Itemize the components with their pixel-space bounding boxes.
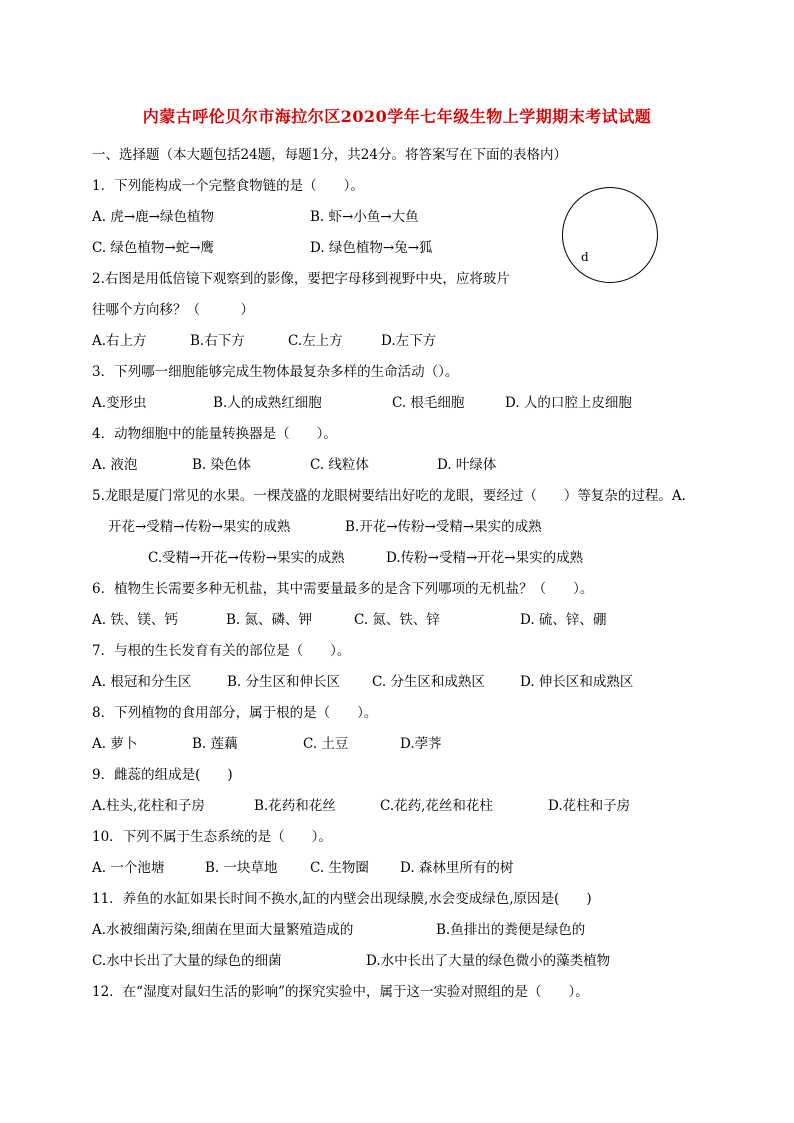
- question-7-option-a: A. 根冠和分生区: [92, 674, 192, 690]
- question-7-option-c: C. 分生区和成熟区: [372, 674, 485, 690]
- question-4-option-a: A. 液泡: [92, 457, 138, 473]
- question-1-option-a: A. 虎→鹿→绿色植物: [92, 209, 214, 225]
- question-2-option-a: A.右上方: [92, 333, 147, 349]
- question-5-stem: 5.龙眼是厦门常见的水果。一棵茂盛的龙眼树要结出好吃的龙眼，要经过（ ）等复杂的过程。A.: [92, 488, 686, 504]
- question-4-stem: 4．动物细胞中的能量转换器是（ ）。: [92, 426, 337, 442]
- question-1-stem: 1．下列能构成一个完整食物链的是（ ）。: [92, 178, 364, 194]
- section-header: 一、选择题（本大题包括24题，每题1分，共24分。将答案写在下面的表格内）: [92, 147, 567, 163]
- question-6-option-b: B. 氮、磷、钾: [226, 612, 313, 628]
- question-10-stem: 10．下列不属于生态系统的是（ ）。: [92, 829, 332, 845]
- question-10-option-c: C. 生物圈: [310, 860, 369, 876]
- question-8-stem: 8．下列植物的食用部分，属于根的是（ ）。: [92, 705, 378, 721]
- question-8-option-d: D.荸荠: [400, 736, 442, 752]
- question-3-option-d: D. 人的口腔上皮细胞: [505, 395, 632, 411]
- exam-title: 内蒙古呼伦贝尔市海拉尔区2020学年七年级生物上学期期末考试试题: [142, 107, 652, 126]
- question-2-option-d: D.左下方: [381, 333, 437, 349]
- question-11-option-c: C.水中长出了大量的绿色的细菌: [92, 953, 282, 969]
- question-8-option-c: C. 土豆: [303, 736, 349, 752]
- question-10-option-b: B. 一块草地: [205, 860, 278, 876]
- question-1-option-d: D. 绿色植物→兔→狐: [310, 240, 433, 256]
- question-8-option-b: B. 莲藕: [192, 736, 238, 752]
- question-4-option-b: B. 染色体: [192, 457, 252, 473]
- question-6-option-a: A. 铁、镁、钙: [92, 612, 178, 628]
- question-3-option-a: A.变形虫: [92, 395, 147, 411]
- question-8-option-a: A. 萝卜: [92, 736, 138, 752]
- question-10-option-a: A. 一个池塘: [92, 860, 165, 876]
- question-3-stem: 3．下列哪一细胞能够完成生物体最复杂多样的生命活动（）。: [92, 364, 459, 380]
- question-11-option-b: B.鱼排出的粪便是绿色的: [436, 922, 586, 938]
- question-6-option-c: C. 氮、铁、锌: [354, 612, 440, 628]
- question-9-stem: 9．雌蕊的组成是( ): [92, 767, 233, 783]
- question-9-option-a: A.柱头,花柱和子房: [92, 798, 205, 814]
- question-1-option-c: C. 绿色植物→蛇→鹰: [92, 240, 215, 256]
- question-11-option-d: D.水中长出了大量的绿色微小的藻类植物: [366, 953, 611, 969]
- question-6-stem: 6．植物生长需要多种无机盐，其中需要量最多的是含下列哪项的无机盐？（ ）。: [92, 581, 594, 597]
- question-7-option-d: D. 伸长区和成熟区: [520, 674, 634, 690]
- question-9-option-b: B.花药和花丝: [254, 798, 336, 814]
- question-2-option-c: C.左上方: [288, 333, 343, 349]
- question-7-stem: 7．与根的生长发育有关的部位是（ ）。: [92, 643, 351, 659]
- question-12-stem: 12．在“湿度对鼠妇生活的影响”的探究实验中，属于这一实验对照组的是（ ）。: [92, 984, 589, 1000]
- question-4-option-d: D. 叶绿体: [437, 457, 497, 473]
- question-5-option-a: 开花→受精→传粉→果实的成熟: [108, 519, 291, 535]
- field-letter: d: [581, 250, 589, 264]
- question-9-option-d: D.花柱和子房: [548, 798, 631, 814]
- question-5-option-b: B.开花→传粉→受精→果实的成熟: [345, 519, 542, 535]
- question-2-stem-continued: 往哪个方向移？（ ）: [92, 302, 254, 318]
- question-11-option-a: A.水被细菌污染,细菌在里面大量繁殖造成的: [92, 922, 354, 938]
- question-5-option-c: C.受精→开花→传粉→果实的成熟: [148, 550, 345, 566]
- question-3-option-c: C. 根毛细胞: [392, 395, 465, 411]
- question-2-option-b: B.右下方: [190, 333, 245, 349]
- question-11-stem: 11．养鱼的水缸如果长时间不换水,缸的内壁会出现绿膜,水会变成绿色,原因是( ): [92, 891, 592, 907]
- question-2-stem: 2.右图是用低倍镜下观察到的影像，要把字母移到视野中央，应将玻片: [92, 271, 510, 287]
- microscope-field-circle: [562, 187, 658, 283]
- question-4-option-c: C. 线粒体: [310, 457, 369, 473]
- question-3-option-b: B.人的成熟红细胞: [213, 395, 322, 411]
- question-1-option-b: B. 虾→小鱼→大鱼: [310, 209, 419, 225]
- question-5-option-d: D.传粉→受精→开花→果实的成熟: [386, 550, 584, 566]
- question-9-option-c: C.花药,花丝和花柱: [380, 798, 493, 814]
- question-6-option-d: D. 硫、锌、硼: [520, 612, 607, 628]
- question-10-option-d: D. 森林里所有的树: [400, 860, 514, 876]
- question-7-option-b: B. 分生区和伸长区: [227, 674, 341, 690]
